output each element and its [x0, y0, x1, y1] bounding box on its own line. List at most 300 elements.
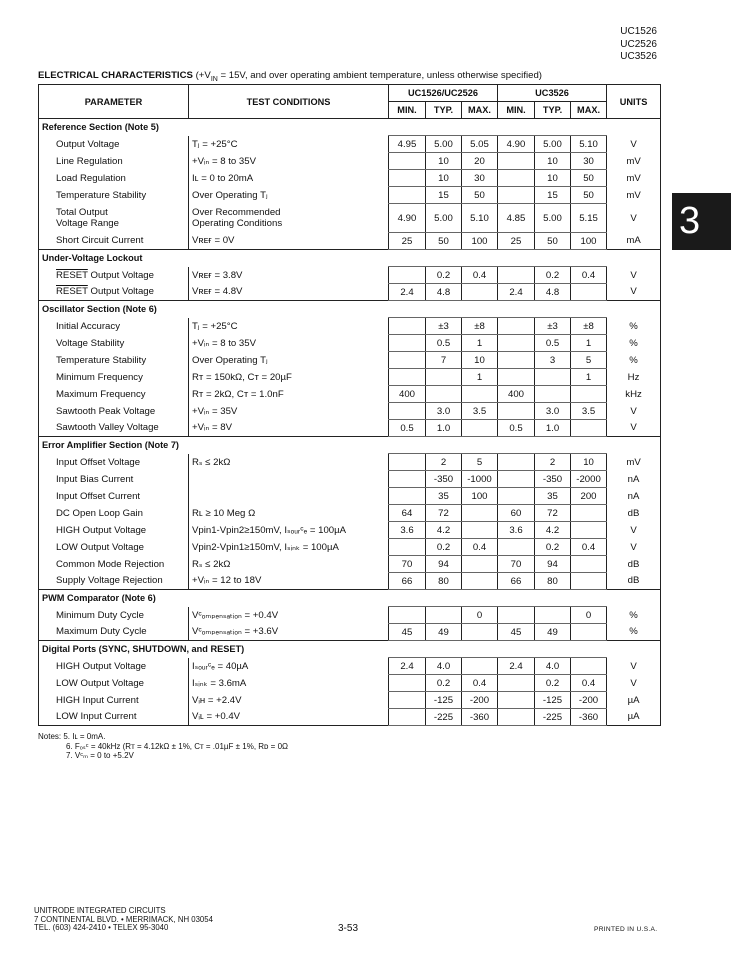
value-cell	[389, 454, 426, 471]
parameter-name: Total Output	[56, 207, 108, 218]
value-cell: 70	[498, 556, 535, 573]
value-cell: 3.6	[498, 522, 535, 539]
value-cell: 0.2	[426, 267, 462, 284]
test-condition-cell	[189, 692, 389, 709]
value-cell: 70	[389, 556, 426, 573]
value-cell: 0.2	[426, 675, 462, 692]
test-condition-cell	[189, 403, 389, 420]
value-cell: 66	[389, 573, 426, 590]
value-cell	[462, 556, 498, 573]
value-cell	[389, 369, 426, 386]
value-cell: 2	[535, 454, 571, 471]
value-cell: 10	[462, 352, 498, 369]
printed-in: PRINTED IN U.S.A.	[594, 926, 658, 933]
value-cell	[462, 505, 498, 522]
value-cell: 0.4	[571, 539, 607, 556]
parameter-name: Input Bias Current	[56, 473, 134, 485]
value-cell: 72	[535, 505, 571, 522]
units-cell: V	[607, 267, 661, 284]
units-cell: %	[607, 335, 661, 352]
value-cell	[389, 352, 426, 369]
value-cell	[498, 352, 535, 369]
value-cell	[571, 284, 607, 301]
value-cell	[571, 522, 607, 539]
table-row	[39, 335, 661, 352]
section-header	[39, 119, 661, 136]
section-header	[39, 250, 661, 267]
value-cell: 94	[426, 556, 462, 573]
units-cell: nA	[607, 488, 661, 505]
parameter-name: Minimum Frequency	[56, 371, 143, 383]
value-cell: 25	[389, 233, 426, 250]
units-cell: kHz	[607, 386, 661, 403]
value-cell: 30	[462, 170, 498, 187]
value-cell: 5.15	[571, 204, 607, 233]
test-condition: Iₛₒᵤᵣᶜₑ = 40µA	[192, 660, 249, 672]
value-cell: 0.5	[426, 335, 462, 352]
value-cell: 10	[571, 454, 607, 471]
value-cell: 60	[498, 505, 535, 522]
table-row	[39, 170, 661, 187]
units-cell: %	[607, 352, 661, 369]
col-typ: TYP.	[535, 102, 571, 119]
value-cell: 25	[498, 233, 535, 250]
value-cell: 5	[462, 454, 498, 471]
value-cell: -200	[462, 692, 498, 709]
table-row	[39, 658, 661, 675]
parameter-name: Load Regulation	[56, 172, 126, 184]
parameter-cell	[39, 335, 189, 352]
section-title: PWM Comparator (Note 6)	[39, 590, 661, 607]
value-cell: 2	[426, 454, 462, 471]
value-cell: 4.0	[535, 658, 571, 675]
test-condition-cell	[189, 556, 389, 573]
value-cell: 5	[571, 352, 607, 369]
test-condition-cell	[189, 675, 389, 692]
parameter-name: Initial Accuracy	[56, 320, 120, 332]
parameter-name: LOW Output Voltage	[56, 541, 144, 553]
notes	[38, 732, 288, 761]
value-cell	[535, 607, 571, 624]
parameter-name: Sawtooth Peak Voltage	[56, 405, 156, 417]
test-condition-cell	[189, 352, 389, 369]
value-cell: 0.4	[462, 675, 498, 692]
value-cell	[389, 403, 426, 420]
value-cell	[498, 675, 535, 692]
parameter-cell	[39, 204, 189, 233]
test-condition: Rʟ ≥ 10 Meg Ω	[192, 507, 256, 519]
units-cell: %	[607, 607, 661, 624]
test-condition-cell	[189, 488, 389, 505]
value-cell: -360	[571, 709, 607, 726]
note-6: 6. Fₒₛᶜ = 40kHz (Rᴛ = 4.12kΩ ± 1%, Cᴛ = .01µF ± 1%, Rᴅ = 0Ω	[66, 741, 289, 751]
note-7: 7. Vᶜₘ = 0 to +5.2V	[66, 751, 134, 760]
table-row	[39, 153, 661, 170]
value-cell: 0.4	[571, 267, 607, 284]
value-cell: -350	[426, 471, 462, 488]
parameter-cell	[39, 454, 189, 471]
section-title: Reference Section (Note 5)	[39, 119, 661, 136]
value-cell	[498, 488, 535, 505]
test-condition: +Vᵢₙ = 8 to 35V	[192, 337, 257, 349]
table-row	[39, 204, 661, 233]
value-cell: 30	[571, 153, 607, 170]
test-condition: Tⱼ = +25°C	[192, 138, 238, 150]
parameter-name: Minimum Duty Cycle	[56, 609, 144, 621]
value-cell: 3.6	[389, 522, 426, 539]
units-cell: V	[607, 522, 661, 539]
table-row	[39, 318, 661, 335]
parameter-cell	[39, 284, 189, 301]
units-cell: µA	[607, 692, 661, 709]
units-cell: mV	[607, 187, 661, 204]
value-cell: 50	[571, 170, 607, 187]
value-cell	[462, 522, 498, 539]
units-cell: V	[607, 136, 661, 153]
parameter-name: Maximum Duty Cycle	[56, 626, 147, 638]
col-group-uc1526: UC1526/UC2526	[389, 85, 498, 102]
parameter-name: Output Voltage	[56, 138, 120, 150]
value-cell: 5.00	[426, 136, 462, 153]
value-cell: 1.0	[535, 420, 571, 437]
test-condition-cell	[189, 187, 389, 204]
value-cell	[571, 624, 607, 641]
value-cell: 200	[571, 488, 607, 505]
parameter-cell	[39, 352, 189, 369]
parameter-cell	[39, 488, 189, 505]
value-cell	[389, 675, 426, 692]
value-cell: 3	[535, 352, 571, 369]
table-row	[39, 267, 661, 284]
value-cell: 4.85	[498, 204, 535, 233]
value-cell: 10	[535, 170, 571, 187]
value-cell	[389, 267, 426, 284]
value-cell	[389, 153, 426, 170]
test-condition-cell	[189, 386, 389, 403]
value-cell: 35	[535, 488, 571, 505]
value-cell: -1000	[462, 471, 498, 488]
table-row	[39, 471, 661, 488]
test-condition: Tⱼ = +25°C	[192, 320, 238, 332]
test-condition: Vʀᴇғ = 3.8V	[192, 269, 243, 281]
value-cell	[462, 573, 498, 590]
test-condition: Vʀᴇғ = 0V	[192, 235, 235, 247]
value-cell	[462, 624, 498, 641]
value-cell: 5.00	[426, 204, 462, 233]
parameter-name: LOW Input Current	[56, 711, 137, 723]
units-cell: V	[607, 539, 661, 556]
value-cell: -225	[426, 709, 462, 726]
col-units: UNITS	[607, 85, 661, 119]
section-header	[39, 301, 661, 318]
test-condition-line2: Operating Conditions	[192, 218, 283, 229]
section-title: Oscillator Section (Note 6)	[39, 301, 661, 318]
page-number: 3-53	[338, 923, 359, 934]
title-end: = 15V, and over operating ambient temperature, unless otherwise specified)	[220, 70, 542, 81]
parameter-cell	[39, 369, 189, 386]
parameter-cell	[39, 573, 189, 590]
value-cell: 100	[571, 233, 607, 250]
parameter-name: Maximum Frequency	[56, 388, 146, 400]
value-cell: 0.4	[462, 539, 498, 556]
test-condition-cell	[189, 153, 389, 170]
value-cell: -200	[571, 692, 607, 709]
units-cell: mV	[607, 153, 661, 170]
title-sub: IN	[210, 75, 218, 83]
test-condition: Over Operating Tⱼ	[192, 354, 268, 366]
value-cell: 100	[462, 488, 498, 505]
parameter-cell	[39, 170, 189, 187]
parameter-name: DC Open Loop Gain	[56, 507, 143, 519]
section-title: Digital Ports (SYNC, SHUTDOWN, and RESET)	[39, 641, 661, 658]
value-cell	[389, 471, 426, 488]
value-cell: ±3	[426, 318, 462, 335]
parameter-name: HIGH Output Voltage	[56, 660, 147, 672]
value-cell: 5.00	[535, 204, 571, 233]
test-condition-cell	[189, 573, 389, 590]
value-cell: ±3	[535, 318, 571, 335]
units-cell: V	[607, 675, 661, 692]
test-condition-cell	[189, 539, 389, 556]
value-cell: 4.90	[389, 204, 426, 233]
value-cell	[498, 187, 535, 204]
parameter-name-line2: Voltage Range	[56, 218, 119, 229]
value-cell: 15	[535, 187, 571, 204]
units-cell: V	[607, 658, 661, 675]
parameter-name: HIGH Input Current	[56, 694, 139, 706]
test-condition-cell	[189, 709, 389, 726]
value-cell: 0	[462, 607, 498, 624]
parameter-name: RESET Output Voltage	[56, 269, 154, 281]
footer-phone: TEL. (603) 424-2410 • TELEX 95-3040	[34, 923, 169, 933]
value-cell: 10	[535, 153, 571, 170]
header-row	[39, 85, 661, 102]
units-cell: dB	[607, 556, 661, 573]
value-cell	[389, 709, 426, 726]
table-row	[39, 539, 661, 556]
parameter-cell	[39, 136, 189, 153]
units-cell: Hz	[607, 369, 661, 386]
parameter-name: Input Offset Current	[56, 490, 141, 502]
table-row	[39, 675, 661, 692]
value-cell	[571, 420, 607, 437]
table-row	[39, 420, 661, 437]
value-cell: 50	[426, 233, 462, 250]
test-condition-cell	[189, 522, 389, 539]
table-row	[39, 556, 661, 573]
value-cell: 1	[571, 369, 607, 386]
value-cell: 4.2	[426, 522, 462, 539]
value-cell	[389, 335, 426, 352]
value-cell: 0.2	[426, 539, 462, 556]
value-cell: 49	[426, 624, 462, 641]
value-cell: 7	[426, 352, 462, 369]
section-header	[39, 590, 661, 607]
value-cell: -350	[535, 471, 571, 488]
test-condition-cell	[189, 318, 389, 335]
units-cell: V	[607, 284, 661, 301]
test-condition: Vᶜₒₘₚₑₙₛₐₜᵢₒₙ = +3.6V	[192, 626, 279, 638]
value-cell: 1	[462, 335, 498, 352]
test-condition-cell	[189, 233, 389, 250]
part-number: UC3526	[620, 51, 657, 62]
parameter-name: Short Circuit Current	[56, 235, 144, 247]
parameter-cell	[39, 233, 189, 250]
col-typ: TYP.	[426, 102, 462, 119]
table-row	[39, 624, 661, 641]
test-condition-cell	[189, 607, 389, 624]
value-cell	[571, 658, 607, 675]
value-cell: 0.2	[535, 539, 571, 556]
value-cell: 15	[426, 187, 462, 204]
value-cell: 66	[498, 573, 535, 590]
value-cell: 3.5	[462, 403, 498, 420]
table-row	[39, 136, 661, 153]
units-cell: V	[607, 403, 661, 420]
table-row	[39, 187, 661, 204]
value-cell: 2.4	[389, 658, 426, 675]
parameter-name: Sawtooth Valley Voltage	[56, 422, 159, 434]
parameter-cell	[39, 403, 189, 420]
title-rest: (+V	[195, 70, 211, 81]
value-cell	[389, 539, 426, 556]
value-cell: 1	[571, 335, 607, 352]
value-cell: -360	[462, 709, 498, 726]
value-cell: 4.8	[426, 284, 462, 301]
test-condition: +Vᵢₙ = 8 to 35V	[192, 155, 257, 167]
value-cell	[498, 170, 535, 187]
value-cell	[462, 420, 498, 437]
test-condition-cell	[189, 284, 389, 301]
value-cell	[389, 170, 426, 187]
value-cell: 0	[571, 607, 607, 624]
parameter-name: RESET Output Voltage	[56, 286, 154, 298]
value-cell: ±8	[571, 318, 607, 335]
value-cell: 4.90	[498, 136, 535, 153]
test-condition: Over Operating Tⱼ	[192, 189, 268, 201]
col-group-uc3526: UC3526	[498, 85, 607, 102]
value-cell: 72	[426, 505, 462, 522]
value-cell	[498, 539, 535, 556]
parameter-cell	[39, 658, 189, 675]
table-row	[39, 692, 661, 709]
value-cell: 35	[426, 488, 462, 505]
col-test-conditions: TEST CONDITIONS	[189, 85, 389, 119]
test-condition: Rᴛ = 150kΩ, Cᴛ = 20µF	[192, 371, 292, 383]
value-cell: 5.10	[462, 204, 498, 233]
parameter-cell	[39, 522, 189, 539]
parameter-cell	[39, 318, 189, 335]
parameter-cell	[39, 675, 189, 692]
value-cell: 5.10	[571, 136, 607, 153]
value-cell	[535, 369, 571, 386]
value-cell	[498, 318, 535, 335]
value-cell: 4.0	[426, 658, 462, 675]
test-condition: Iʟ = 0 to 20mA	[192, 172, 254, 184]
note-5: Notes: 5. Iʟ = 0mA.	[38, 732, 106, 741]
value-cell: 3.0	[426, 403, 462, 420]
col-min: MIN.	[389, 102, 426, 119]
table-row	[39, 488, 661, 505]
part-number: UC1526	[620, 26, 657, 37]
units-cell: %	[607, 624, 661, 641]
value-cell: 50	[571, 187, 607, 204]
value-cell	[535, 386, 571, 403]
value-cell: 0.5	[389, 420, 426, 437]
value-cell	[498, 454, 535, 471]
table-row	[39, 454, 661, 471]
value-cell: 10	[426, 170, 462, 187]
value-cell: 1.0	[426, 420, 462, 437]
section-title: Under-Voltage Lockout	[39, 250, 661, 267]
value-cell: 2.4	[498, 284, 535, 301]
table-row	[39, 352, 661, 369]
test-condition: Iₛᵢₙₖ = 3.6mA	[192, 677, 247, 689]
units-cell: V	[607, 204, 661, 233]
section-header	[39, 437, 661, 454]
value-cell	[389, 488, 426, 505]
value-cell	[389, 607, 426, 624]
value-cell	[571, 386, 607, 403]
electrical-characteristics-table	[38, 84, 661, 726]
value-cell	[498, 403, 535, 420]
parameter-cell	[39, 692, 189, 709]
value-cell: 3.0	[535, 403, 571, 420]
parameter-cell	[39, 187, 189, 204]
value-cell	[462, 386, 498, 403]
value-cell: 50	[535, 233, 571, 250]
value-cell	[389, 187, 426, 204]
test-condition: Rₛ ≤ 2kΩ	[192, 558, 231, 570]
value-cell: 94	[535, 556, 571, 573]
value-cell: 45	[498, 624, 535, 641]
value-cell	[426, 386, 462, 403]
value-cell	[498, 607, 535, 624]
parameter-cell	[39, 420, 189, 437]
table-row	[39, 607, 661, 624]
value-cell	[498, 369, 535, 386]
table-row	[39, 386, 661, 403]
value-cell: 2.4	[389, 284, 426, 301]
value-cell: 0.2	[535, 267, 571, 284]
value-cell: 400	[498, 386, 535, 403]
test-condition: +Vᵢₙ = 12 to 18V	[192, 575, 262, 587]
units-cell: mV	[607, 170, 661, 187]
value-cell	[462, 658, 498, 675]
parameter-name: Input Offset Voltage	[56, 456, 141, 468]
footer-company: UNITRODE INTEGRATED CIRCUITS	[34, 906, 166, 915]
table-row	[39, 573, 661, 590]
parameter-name: Temperature Stability	[56, 354, 147, 366]
test-condition-cell	[189, 624, 389, 641]
part-numbers	[620, 26, 657, 64]
value-cell: 45	[389, 624, 426, 641]
parameter-cell	[39, 539, 189, 556]
parameter-cell	[39, 709, 189, 726]
value-cell: 400	[389, 386, 426, 403]
value-cell	[389, 318, 426, 335]
test-condition-cell	[189, 420, 389, 437]
value-cell: 1	[462, 369, 498, 386]
value-cell: 49	[535, 624, 571, 641]
table-row	[39, 709, 661, 726]
value-cell	[498, 267, 535, 284]
test-condition-cell	[189, 471, 389, 488]
parameter-name: LOW Output Voltage	[56, 677, 144, 689]
value-cell: 20	[462, 153, 498, 170]
value-cell	[498, 709, 535, 726]
parameter-name: Common Mode Rejection	[56, 558, 165, 570]
